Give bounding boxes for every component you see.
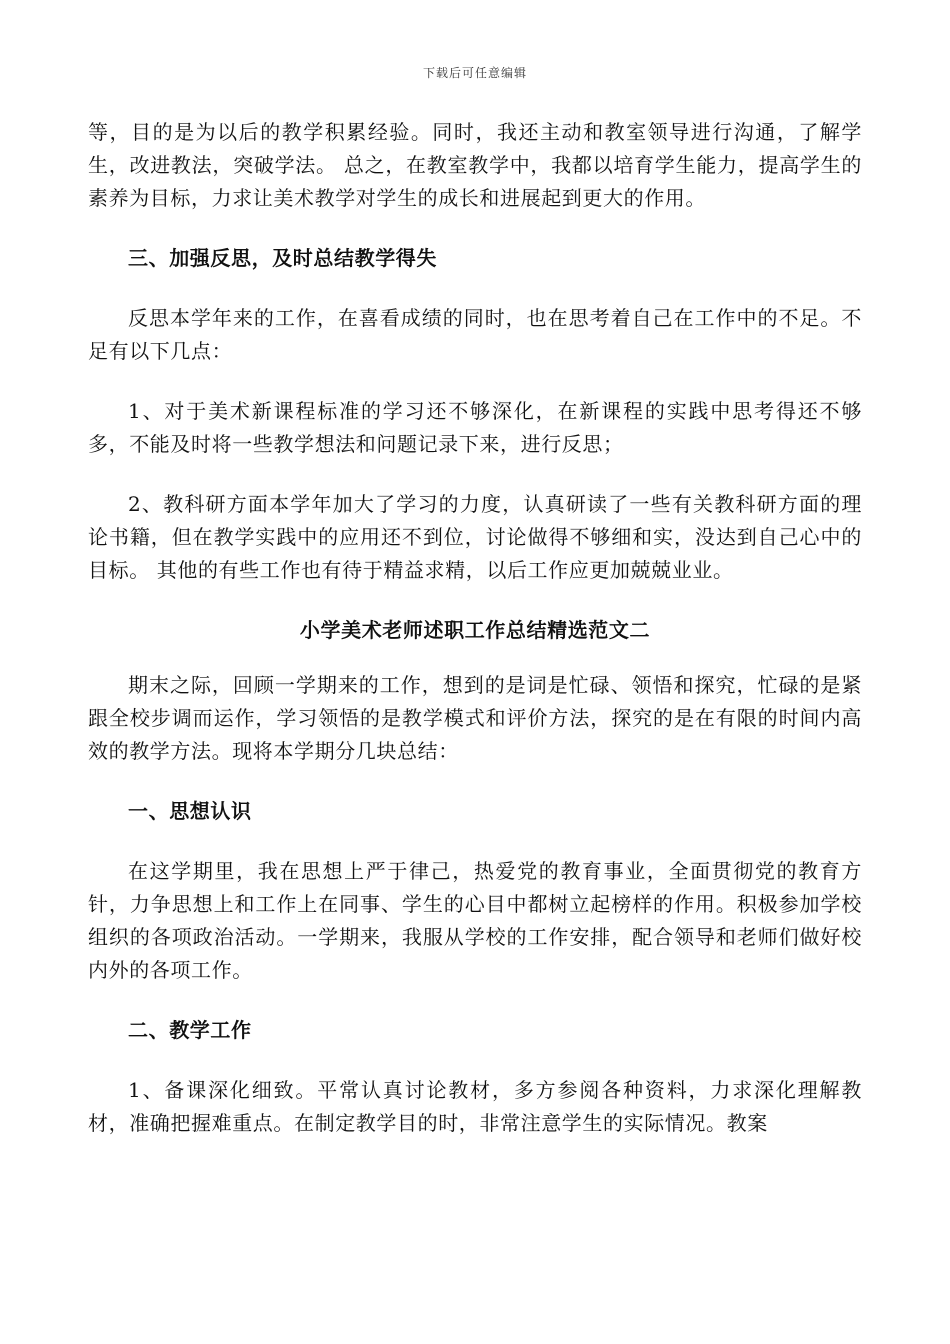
paragraph-shortcoming-1: 1、对于美术新课程标准的学习还不够深化，在新课程的实践中思考得还不够多，不能及时将一些教学想法和问题记录下来，进行反思； (88, 399, 862, 456)
section-heading-thinking: 一、思想认识 (128, 799, 252, 823)
article-title-2: 小学美术老师述职工作总结精选范文二 (299, 618, 651, 642)
paragraph-shortcoming-2: 2、教科研方面本学年加大了学习的力度，认真研读了一些有关教科研方面的理论书籍，但在教学实践中的应用还不到位，讨论做得不够细和实，没达到自己心中的目标。 其他的有些工作也有待于精益求精，以后工作应更加兢兢业业。 (88, 492, 862, 582)
paragraph-continuation: 等，目的是为以后的教学积累经验。同时，我还主动和教室领导进行沟通，了解学生，改进教法，突破学法。 总之，在教室教学中，我都以培育学生能力，提高学生的素养为目标，力求让美术教学对学生的成长和进展起到更大的作用。 (88, 120, 862, 210)
header-note: 下载后可任意编辑 (422, 66, 527, 80)
paragraph-lesson-prep: 1、备课深化细致。平常认真讨论教材，多方参阅各种资料，力求深化理解教材，准确把握难重点。在制定教学目的时，非常注意学生的实际情况。教案 (88, 1078, 862, 1135)
paragraph-reflection-intro: 反思本学年来的工作，在喜看成绩的同时，也在思考着自己在工作中的不足。不足有以下几点： (88, 306, 862, 363)
section-heading-reflection: 三、加强反思，及时总结教学得失 (128, 246, 437, 270)
paragraph-intro-2: 期末之际，回顾一学期来的工作，想到的是词是忙碌、领悟和探究，忙碌的是紧跟全校步调而运作，学习领悟的是教学模式和评价方法，探究的是在有限的时间内高效的教学方法。现将本学期分几块总结： (88, 673, 862, 763)
paragraph-thinking: 在这学期里，我在思想上严于律己，热爱党的教育事业，全面贯彻党的教育方针，力争思想上和工作上在同事、学生的心目中都树立起榜样的作用。积极参加学校组织的各项政治活动。一学期来，我服从学校的工作安排，配合领导和老师们做好校内外的各项工作。 (88, 859, 862, 982)
section-heading-teaching: 二、教学工作 (128, 1018, 252, 1042)
document-body (88, 116, 862, 1140)
